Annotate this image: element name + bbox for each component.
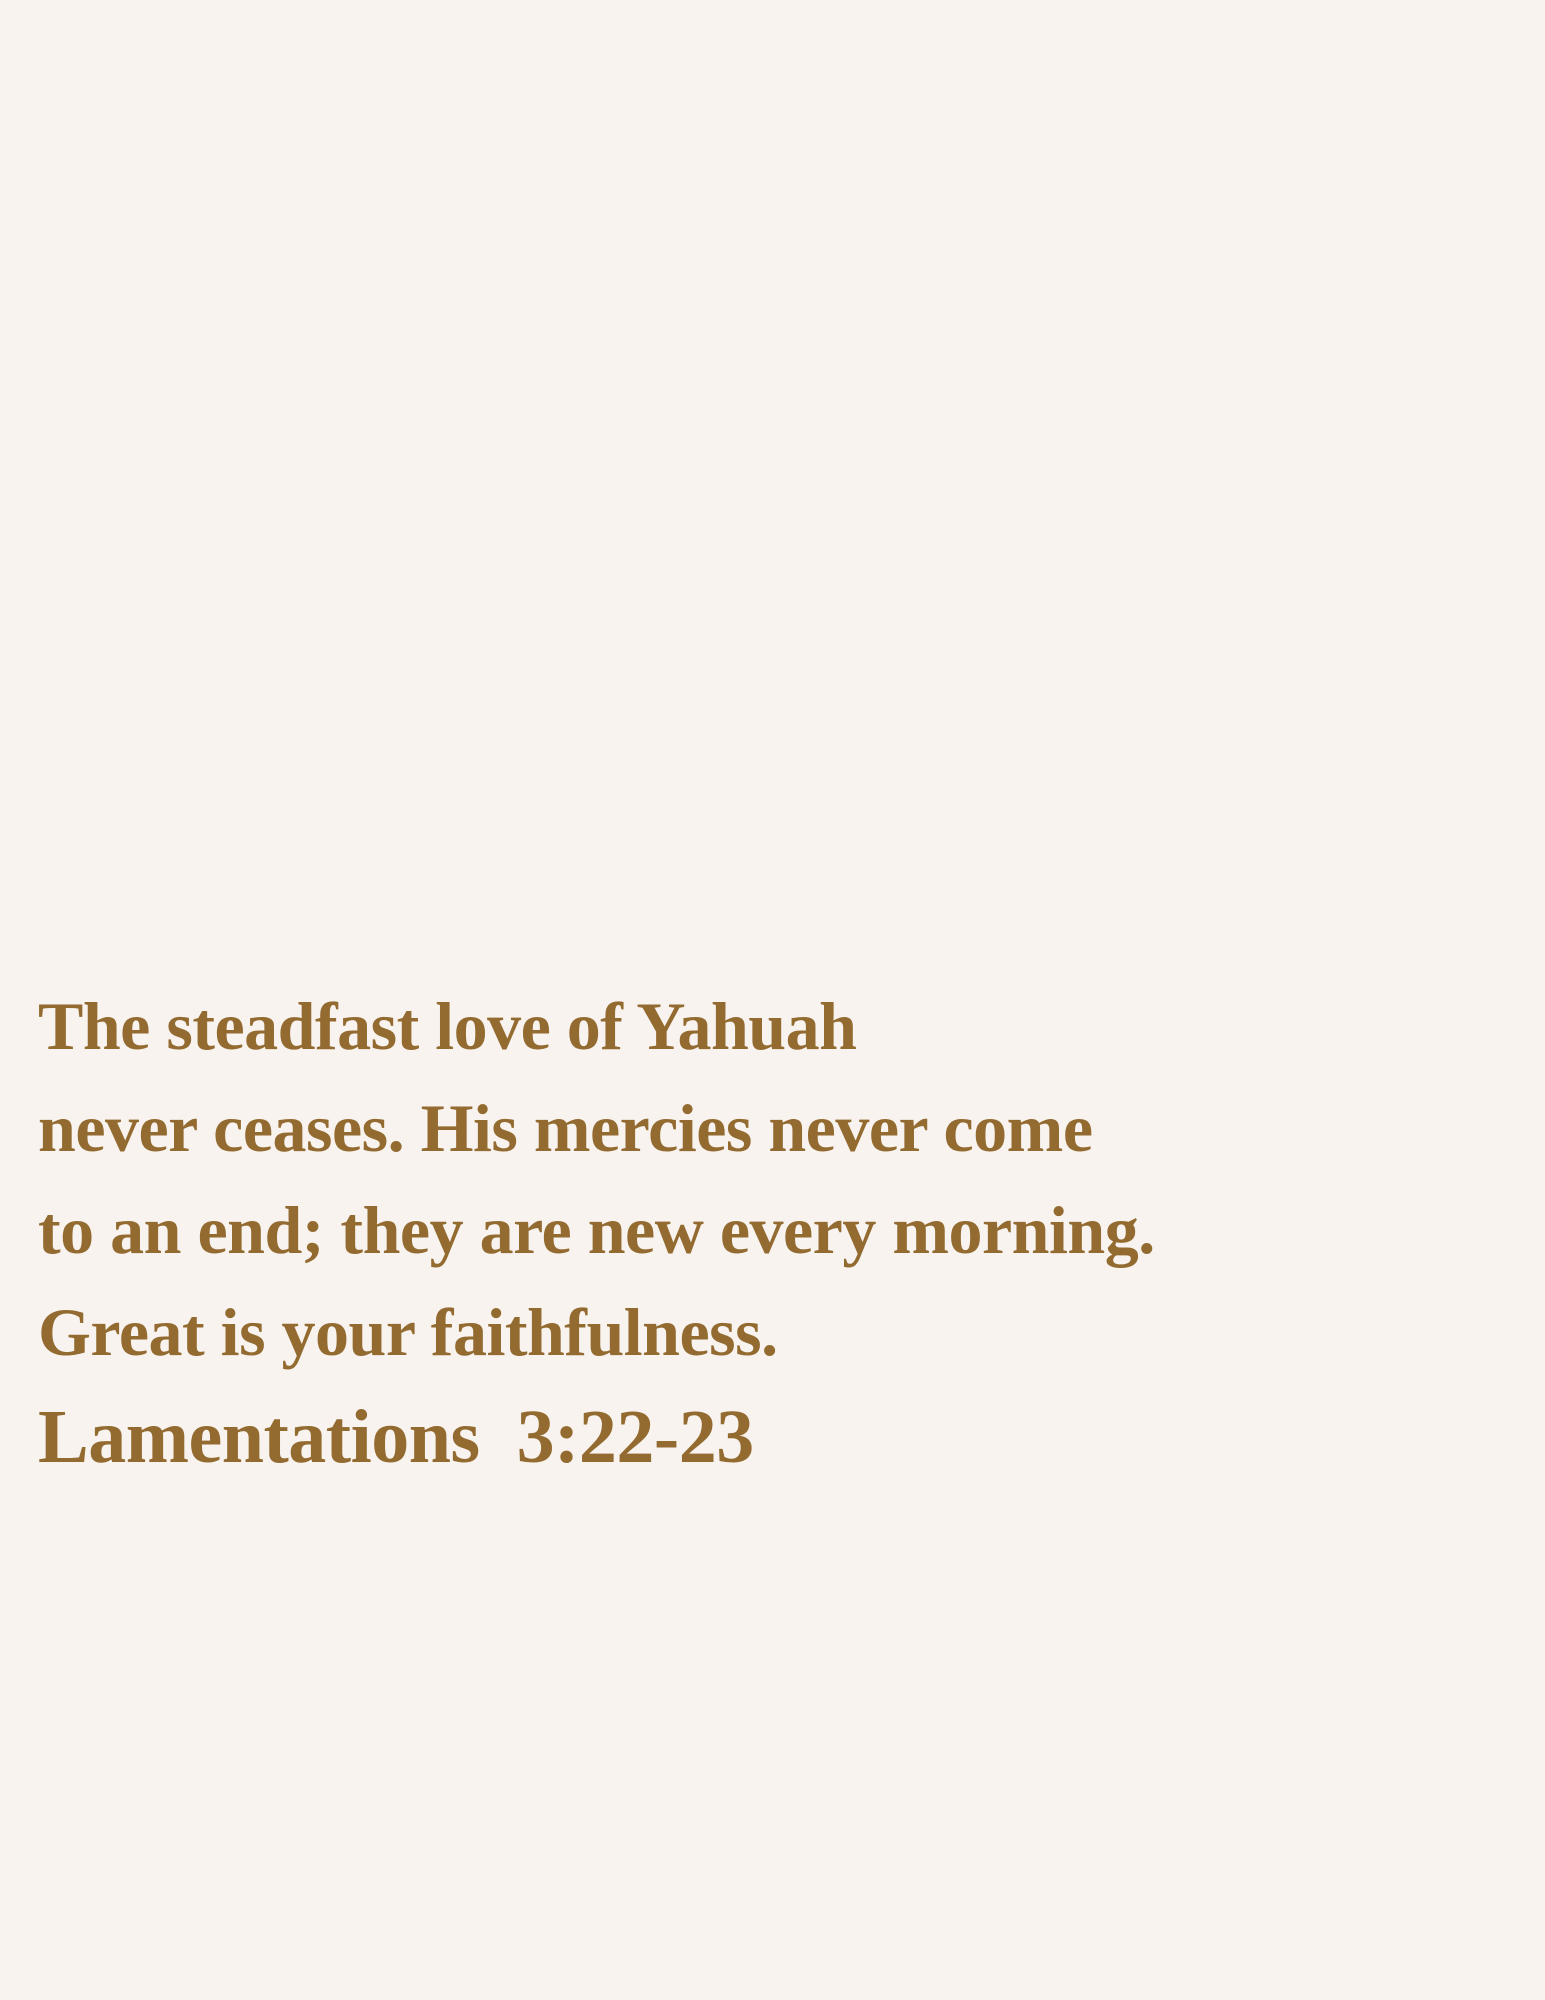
verse-line-2: never ceases. His mercies never come	[38, 1090, 1093, 1166]
verse-line-3: to an end; they are new every morning.	[38, 1192, 1155, 1268]
verse-block	[38, 975, 1488, 1491]
verse-reference: Lamentations 3:22-23	[38, 1395, 754, 1479]
verse-line-4: Great is your faithfulness.	[38, 1294, 778, 1370]
verse-line-1: The steadfast love of Yahuah	[38, 988, 857, 1064]
